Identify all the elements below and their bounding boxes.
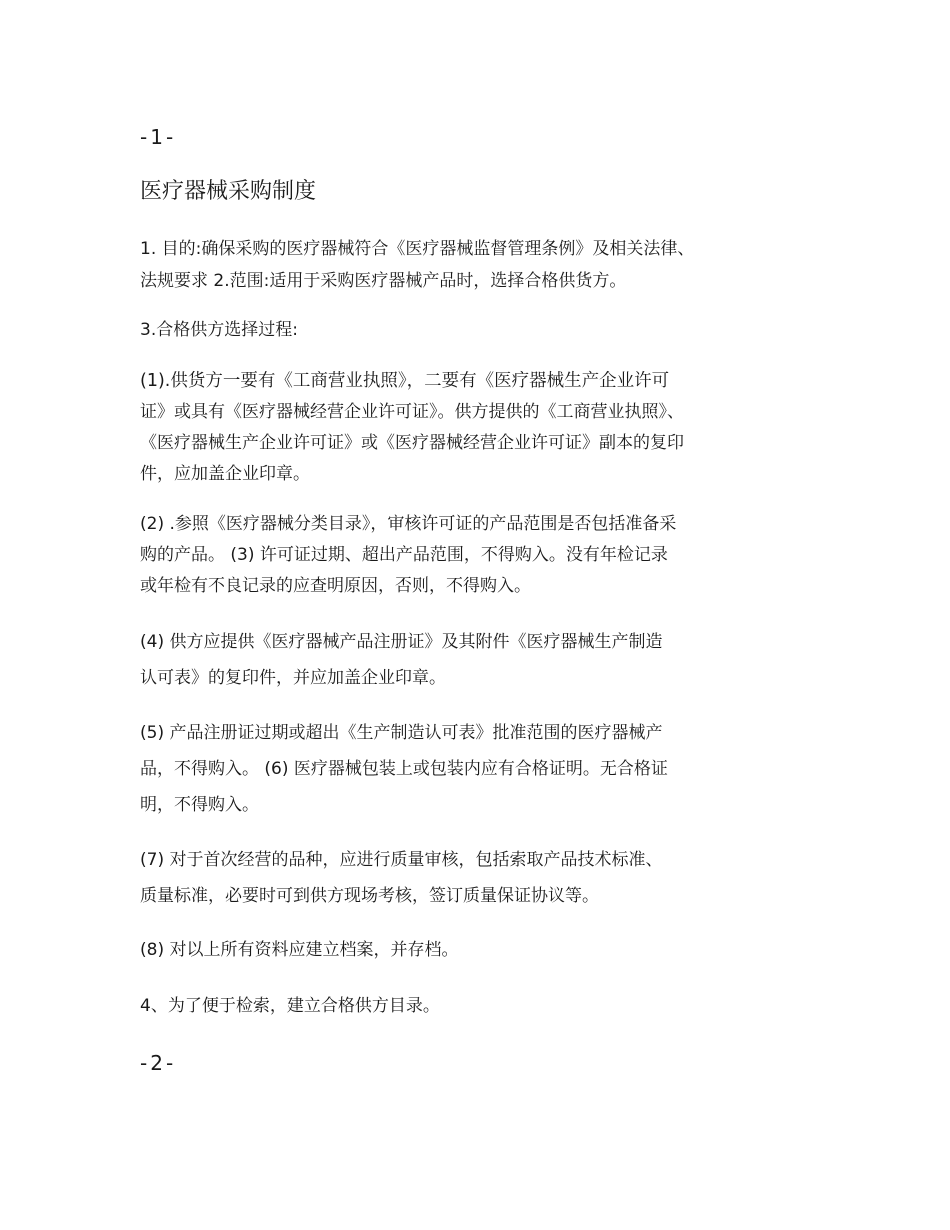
paragraph-line: 购的产品。 (3) 许可证过期、超出产品范围，不得购入。没有年检记录 — [140, 545, 668, 565]
document-title: 医疗器械采购制度 — [140, 179, 317, 204]
paragraph-line: (5) 产品注册证过期或超出《生产制造认可表》批准范围的医疗器械产 — [140, 723, 663, 743]
paragraph-line: (2) .参照《医疗器械分类目录》，审核许可证的产品范围是否包括准备采 — [140, 514, 677, 534]
paragraph-line: (1).供货方一要有《工商营业执照》，二要有《医疗器械生产企业许可 — [140, 371, 670, 391]
item-8-paragraph — [140, 937, 820, 963]
paragraph-line: (4) 供方应提供《医疗器械产品注册证》及其附件《医疗器械生产制造 — [140, 632, 663, 652]
paragraph-line: 件，应加盖企业印章。 — [140, 464, 310, 484]
paragraph-line: 1. 目的:确保采购的医疗器械符合《医疗器械监督管理条例》及相关法律、 — [140, 239, 695, 259]
heading-line: 3.合格供方选择过程: — [140, 320, 298, 340]
paragraph-line: 明，不得购入。 — [140, 795, 259, 815]
paragraph-line: 认可表》的复印件，并应加盖企业印章。 — [140, 668, 446, 688]
paragraph-line: 证》或具有《医疗器械经营企业许可证》。供方提供的《工商营业执照》、 — [140, 402, 684, 422]
paragraph-line: 4、为了便于检索，建立合格供方目录。 — [140, 996, 440, 1016]
paragraph-line: 《医疗器械生产企业许可证》或《医疗器械经营企业许可证》副本的复印 — [140, 433, 684, 453]
item-2-3-paragraph — [140, 509, 820, 602]
item-5-6-paragraph — [140, 715, 820, 823]
paragraph-line: 或年检有不良记录的应查明原因，否则，不得购入。 — [140, 576, 531, 596]
section-selection-heading — [140, 317, 820, 343]
section-purpose-scope — [140, 233, 820, 297]
page-number-bottom: -2- — [140, 1051, 177, 1075]
paragraph-line: 品，不得购入。 (6) 医疗器械包装上或包装内应有合格证明。无合格证 — [140, 759, 668, 779]
paragraph-line: 法规要求 2.范围:适用于采购医疗器械产品时，选择合格供货方。 — [140, 271, 627, 291]
section-4-paragraph — [140, 993, 820, 1019]
item-4-paragraph — [140, 624, 820, 696]
paragraph-line: 质量标准，必要时可到供方现场考核，签订质量保证协议等。 — [140, 886, 599, 906]
item-1-paragraph — [140, 366, 820, 490]
item-7-paragraph — [140, 842, 820, 914]
paragraph-line: (7) 对于首次经营的品种，应进行质量审核，包括索取产品技术标准、 — [140, 850, 663, 870]
paragraph-line: (8) 对以上所有资料应建立档案，并存档。 — [140, 940, 459, 960]
page-number-top: -1- — [140, 125, 177, 149]
